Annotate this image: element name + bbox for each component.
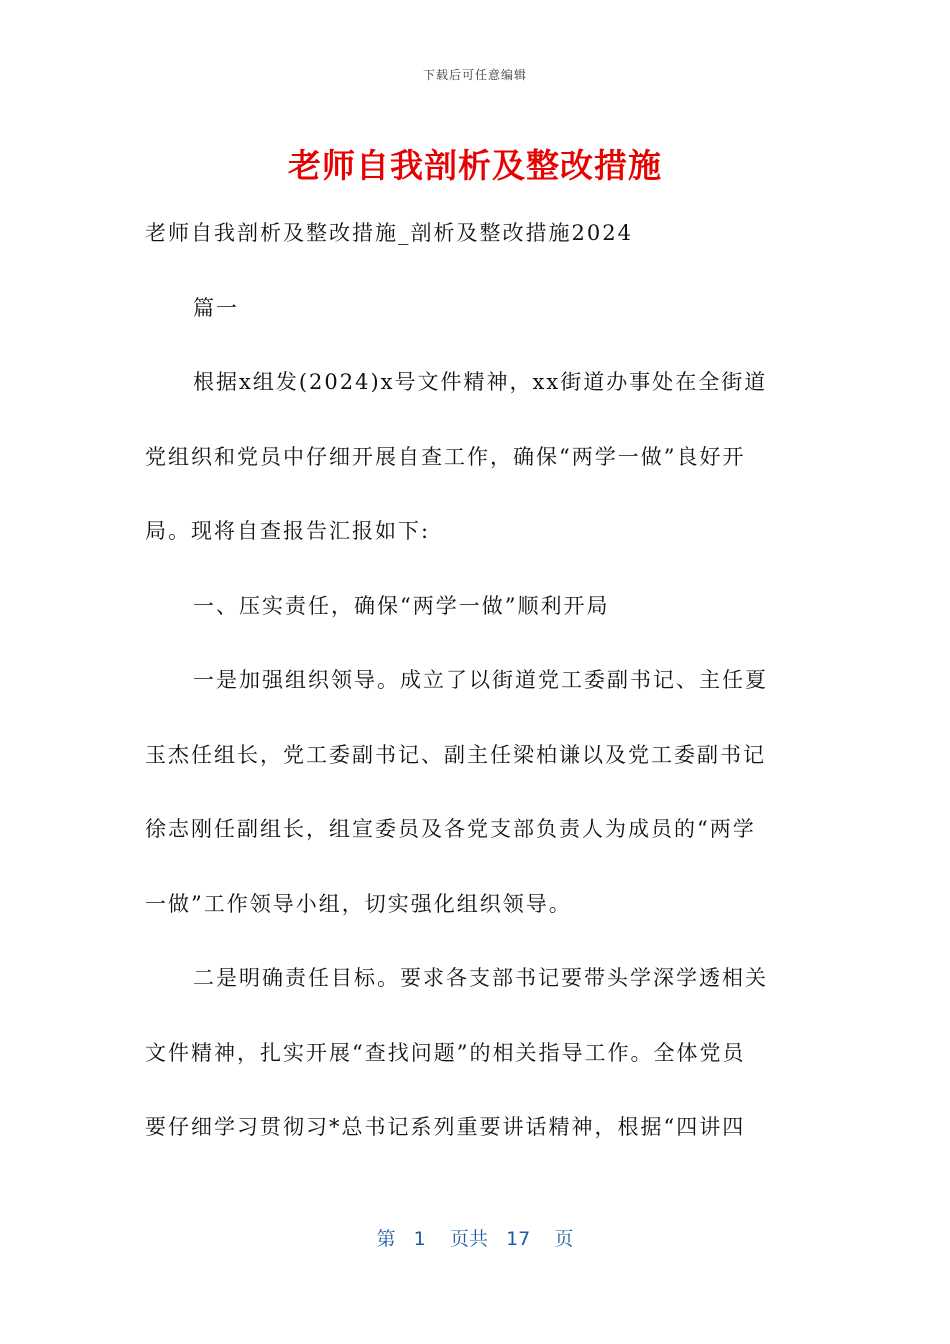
footer-prefix: 第: [376, 1228, 396, 1250]
section-heading: 一、压实责任，确保“两学一做”顺利开局: [193, 593, 610, 618]
footer-middle: 页共: [449, 1228, 488, 1250]
paragraph-line: 一做”工作领导小组，切实强化组织领导。: [145, 891, 572, 916]
total-pages-number: 17: [506, 1228, 531, 1250]
header-note: 下载后可任意编辑: [422, 68, 527, 82]
paragraph-line: 党组织和党员中仔细开展自查工作，确保“两学一做”良好开: [145, 444, 746, 469]
section-label: 篇一: [193, 295, 239, 320]
paragraph-line: 局。现将自查报告汇报如下:: [145, 519, 431, 543]
paragraph-line: 一是加强组织领导。成立了以街道党工委副书记、主任夏: [193, 668, 768, 692]
page-footer: [0, 1224, 950, 1251]
paragraph-line: 玉杰任组长，党工委副书记、副主任梁柏谦以及党工委副书记: [145, 742, 766, 767]
paragraph-line: 徐志刚任副组长，组宣委员及各党支部负责人为成员的“两学: [145, 817, 756, 841]
paragraph-line: 根据x组发(2024)x号文件精神，xx街道办事处在全街道: [193, 370, 768, 394]
footer-suffix: 页: [554, 1228, 574, 1250]
document-body: [145, 196, 805, 1165]
paragraph-line: 文件精神，扎实开展“查找问题”的相关指导工作。全体党员: [145, 1040, 746, 1065]
document-title: 老师自我剖析及整改措施: [288, 146, 662, 185]
document-subtitle: 老师自我剖析及整改措施_剖析及整改措施2024: [145, 221, 633, 245]
paragraph-line: 要仔细学习贯彻习*总书记系列重要讲话精神，根据“四讲四: [145, 1115, 746, 1139]
current-page-number: 1: [413, 1228, 426, 1250]
paragraph-line: 二是明确责任目标。要求各支部书记要带头学深学透相关: [193, 966, 768, 990]
